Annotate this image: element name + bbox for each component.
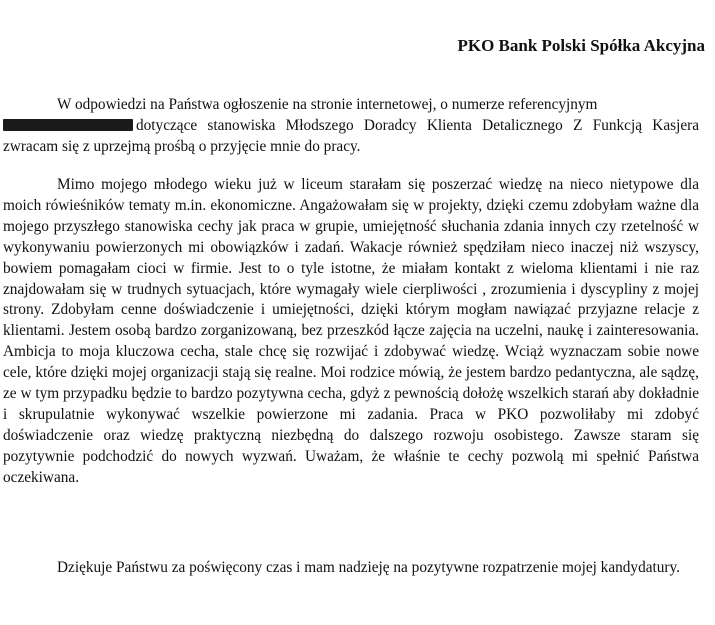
recipient-heading: PKO Bank Polski Spółka Akcyjna [457, 36, 705, 55]
paragraph-application-rest: dotyczące stanowiska Młodszego Doradcy Klienta Detalicznego Z Funkcją Kasjera zwracam się z uprzejmą prośbą o przyjęcie mnie do pracy. [3, 116, 699, 155]
paragraph-closing-text: Dziękuje Państwu za poświęcony czas i mam nadzieję na pozytywne rozpatrzenie mojej kandydatury. [57, 559, 680, 576]
redacted-reference-number [3, 119, 133, 131]
paragraph-application [3, 95, 699, 158]
paragraph-closing [3, 558, 699, 579]
paragraph-application-intro: W odpowiedzi na Państwa ogłoszenie na stronie internetowej, o numerze referencyjnym [57, 96, 598, 113]
paragraph-qualifications [3, 175, 699, 489]
paragraph-qualifications-text: Mimo mojego młodego wieku już w liceum starałam się poszerzać wiedzę na nieco nietypowe dla moich rówieśników tematy m.in. ekonomiczne. Angażowałam się w projekty, dzięki czemu zdobyłam ważne dla mojego przyszłego stanowiska cechy jak praca w grupie, umiejętność słuchania zdania innych czy rzetelność w wykonywaniu powierzonych mi obowiązków i zadań. Wakacje również spędziłam nieco inaczej niż wszyscy, bowiem pomagałam cioci w firmie. Jest to o tyle istotne, że miałam kontakt z wieloma klientami i nie raz znajdowałam się w trudnych sytuacjach, które wymagały wiele cierpliwości , zrozumienia i dyscypliny z mojej strony. Zdobyłam cenne doświadczenie i umiejętności, dzięki którym mogłam nawiązać przyjazne relacje z klientami. Jestem osobą bardzo zorganizowaną, bez przeszkód łącze zajęcia na uczelni, naukę i zainteresowania. Ambicja to moja kluczowa cecha, stale chcę się rozwijać i zdobywać wiedzę. Wciąż wyznaczam sobie nowe cele, które dzięki mojej organizacji stają się realne. Moi rodzice mówią, że jestem bardzo pedantyczna, ale sądzę, ze w tym przypadku będzie to bardzo pozytywna cecha, gdyż z pewnością dołożę wszelkich starań aby dokładnie i skrupulatnie wykonywać wszelkie powierzone mi zadania. Praca w PKO pozwoliłaby mi zdobyć doświadczenie oraz wiedzę praktyczną niezbędną do dalszego rozwoju osobistego. Zawsze staram się pozytywnie podchodzić do nowych wyzwań. Uważam, że właśnie te cechy pozwolą mi spełnić Państwa oczekiwana. [3, 176, 699, 486]
